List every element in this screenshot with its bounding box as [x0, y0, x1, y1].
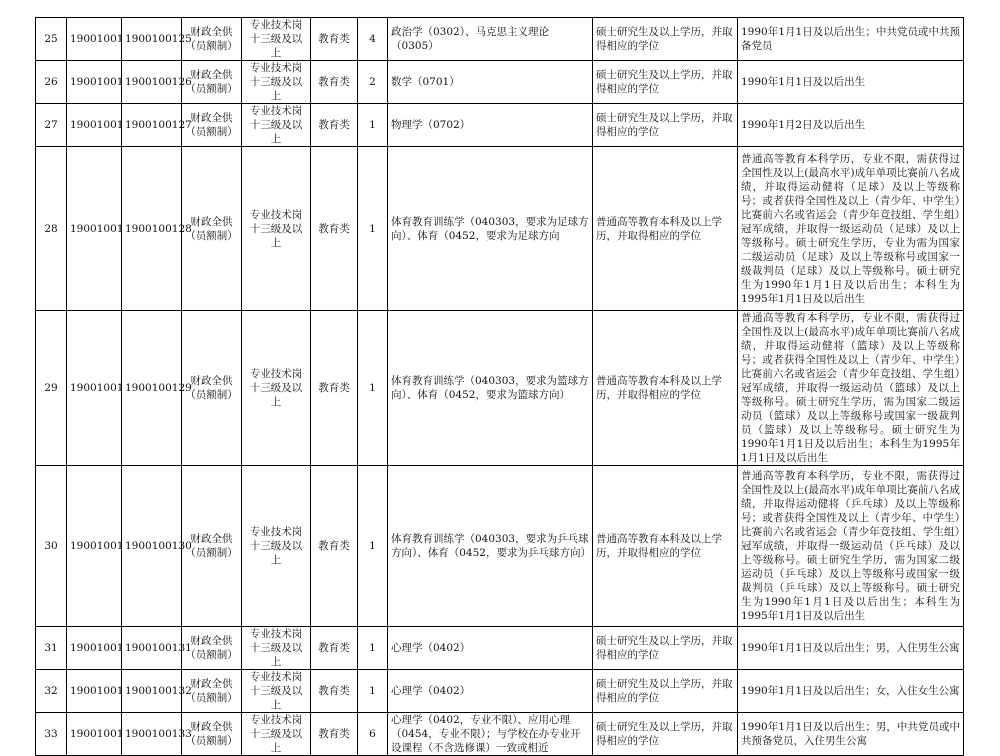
post-code-cell: 1900100126	[122, 61, 182, 104]
table-row	[36, 713, 964, 756]
post-level-cell: 专业技术岗十三级及以上	[242, 147, 311, 311]
funding-cell: 财政全供（员额制）	[182, 61, 242, 104]
funding-cell: 财政全供（员额制）	[182, 18, 242, 61]
table-row	[36, 147, 964, 311]
hire-count-cell: 6	[358, 713, 388, 756]
table-row	[36, 311, 964, 466]
post-category-cell: 教育类	[311, 61, 358, 104]
hire-count-cell: 1	[358, 466, 388, 627]
post-category-cell: 教育类	[311, 104, 358, 147]
major-cell: 体育教育训练学（040303，要求为篮球方向）、体育（0452，要求为篮球方向）	[388, 311, 593, 466]
post-code-cell: 1900100125	[122, 18, 182, 61]
funding-cell: 财政全供（员额制）	[182, 670, 242, 713]
post-category-cell: 教育类	[311, 670, 358, 713]
post-level-cell: 专业技术岗十三级及以上	[242, 670, 311, 713]
unit-code-cell: 19001001	[67, 104, 122, 147]
education-cell: 硕士研究生及以上学历，并取得相应的学位	[593, 104, 738, 147]
post-category-cell: 教育类	[311, 713, 358, 756]
post-category-cell: 教育类	[311, 466, 358, 627]
post-code-cell: 1900100132	[122, 670, 182, 713]
other-requirements-cell: 1990年1月1日及以后出生；中共党员或中共预备党员	[738, 18, 964, 61]
table-row	[36, 104, 964, 147]
post-level-cell: 专业技术岗十三级及以上	[242, 61, 311, 104]
funding-cell: 财政全供（员额制）	[182, 713, 242, 756]
unit-code-cell: 19001001	[67, 61, 122, 104]
education-cell: 普通高等教育本科及以上学历，并取得相应的学位	[593, 147, 738, 311]
post-code-cell: 1900100127	[122, 104, 182, 147]
major-cell: 心理学（0402，专业不限）、应用心理（0454，专业不限）；与学校在办专业开设课程（不含选修课）一致或相近	[388, 713, 593, 756]
post-level-cell: 专业技术岗十三级及以上	[242, 311, 311, 466]
unit-code-cell: 19001001	[67, 18, 122, 61]
major-cell: 体育教育训练学（040303，要求为足球方向）、体育（0452，要求为足球方向	[388, 147, 593, 311]
other-requirements-cell: 1990年1月2日及以后出生	[738, 104, 964, 147]
unit-code-cell: 19001001	[67, 147, 122, 311]
unit-code-cell: 19001001	[67, 466, 122, 627]
unit-code-cell: 19001001	[67, 311, 122, 466]
funding-cell: 财政全供（员额制）	[182, 627, 242, 670]
unit-code-cell: 19001001	[67, 627, 122, 670]
education-cell: 硕士研究生及以上学历，并取得相应的学位	[593, 670, 738, 713]
major-cell: 政治学（0302）、马克思主义理论（0305）	[388, 18, 593, 61]
post-category-cell: 教育类	[311, 311, 358, 466]
funding-cell: 财政全供（员额制）	[182, 466, 242, 627]
hire-count-cell: 1	[358, 104, 388, 147]
post-level-cell: 专业技术岗十三级及以上	[242, 18, 311, 61]
post-category-cell: 教育类	[311, 18, 358, 61]
other-requirements-cell: 1990年1月1日及以后出生；女，入住女生公寓	[738, 670, 964, 713]
hire-count-cell: 1	[358, 627, 388, 670]
post-code-cell: 1900100131	[122, 627, 182, 670]
hire-count-cell: 1	[358, 670, 388, 713]
major-cell: 心理学（0402）	[388, 627, 593, 670]
seq-cell: 26	[36, 61, 67, 104]
post-level-cell: 专业技术岗十三级及以上	[242, 627, 311, 670]
table-row	[36, 670, 964, 713]
other-requirements-cell: 普通高等教育本科学历，专业不限，需获得过全国性及以上(最高水平)成年单项比赛前八名成绩，并取得运动健将（足球）及以上等级称号；或者获得全国性及以上（青少年、中学生）比赛前六名或省运会（青少年竞技组、学生组）冠军成绩，并取得一级运动员（足球）及以上等级称号。硕士研究生学历，专业为需为国家二级运动员（足球）及以上等级称号或国家一级裁判员（足球）及以上等级称号。硕士研究生为1990年1月1日及以后出生；本科生为1995年1月1日及以后出生	[738, 147, 964, 311]
education-cell: 硕士研究生及以上学历，并取得相应的学位	[593, 627, 738, 670]
post-code-cell: 1900100133	[122, 713, 182, 756]
other-requirements-cell: 1990年1月1日及以后出生；男，入住男生公寓	[738, 627, 964, 670]
table-row	[36, 466, 964, 627]
post-code-cell: 1900100129	[122, 311, 182, 466]
table-row	[36, 627, 964, 670]
education-cell: 硕士研究生及以上学历，并取得相应的学位	[593, 18, 738, 61]
seq-cell: 33	[36, 713, 67, 756]
post-level-cell: 专业技术岗十三级及以上	[242, 104, 311, 147]
other-requirements-cell: 1990年1月1日及以后出生	[738, 61, 964, 104]
seq-cell: 31	[36, 627, 67, 670]
table-row	[36, 18, 964, 61]
seq-cell: 29	[36, 311, 67, 466]
unit-code-cell: 19001001	[67, 670, 122, 713]
major-cell: 物理学（0702）	[388, 104, 593, 147]
other-requirements-cell: 普通高等教育本科学历，专业不限，需获得过全国性及以上(最高水平)成年单项比赛前八名成绩，并取得运动健将（乒乓球）及以上等级称号；或者获得全国性及以上（青少年、中学生）比赛前六名或省运会（青少年竞技组、学生组）冠军成绩，并取得一级运动员（乒乓球）及以上等级称号。硕士研究生学历，需为国家二级运动员（乒乓球）及以上等级称号或国家一级裁判员（乒乓球）及以上等级称号。硕士研究生为1990年1月1日及以后出生；本科生为1995年1月1日及以后出生	[738, 466, 964, 627]
post-code-cell: 1900100128	[122, 147, 182, 311]
hire-count-cell: 4	[358, 18, 388, 61]
major-cell: 数学（0701）	[388, 61, 593, 104]
seq-cell: 25	[36, 18, 67, 61]
other-requirements-cell: 普通高等教育本科学历，专业不限，需获得过全国性及以上(最高水平)成年单项比赛前八名成绩，并取得运动健将（篮球）及以上等级称号；或者获得全国性及以上（青少年、中学生）比赛前六名或省运会（青少年竞技组、学生组）冠军成绩，并取得一级运动员（篮球）及以上等级称号。硕士研究生学历，需为国家二级运动员（篮球）及以上等级称号或国家一级裁判员（篮球）及以上等级称号。硕士研究生为1990年1月1日及以后出生；本科生为1995年1月1日及以后出生	[738, 311, 964, 466]
hire-count-cell: 1	[358, 147, 388, 311]
recruitment-table	[35, 17, 964, 756]
seq-cell: 28	[36, 147, 67, 311]
funding-cell: 财政全供（员额制）	[182, 104, 242, 147]
seq-cell: 27	[36, 104, 67, 147]
education-cell: 硕士研究生及以上学历，并取得相应的学位	[593, 713, 738, 756]
table-row	[36, 61, 964, 104]
post-category-cell: 教育类	[311, 147, 358, 311]
post-level-cell: 专业技术岗十三级及以上	[242, 713, 311, 756]
funding-cell: 财政全供（员额制）	[182, 147, 242, 311]
other-requirements-cell: 1990年1月1日及以后出生；男，中共党员或中共预备党员，入住男生公寓	[738, 713, 964, 756]
hire-count-cell: 1	[358, 311, 388, 466]
seq-cell: 32	[36, 670, 67, 713]
hire-count-cell: 2	[358, 61, 388, 104]
post-code-cell: 1900100130	[122, 466, 182, 627]
seq-cell: 30	[36, 466, 67, 627]
post-category-cell: 教育类	[311, 627, 358, 670]
unit-code-cell: 19001001	[67, 713, 122, 756]
education-cell: 普通高等教育本科及以上学历，并取得相应的学位	[593, 311, 738, 466]
education-cell: 硕士研究生及以上学历，并取得相应的学位	[593, 61, 738, 104]
education-cell: 普通高等教育本科及以上学历，并取得相应的学位	[593, 466, 738, 627]
post-level-cell: 专业技术岗十三级及以上	[242, 466, 311, 627]
major-cell: 心理学（0402）	[388, 670, 593, 713]
table-body	[36, 18, 964, 756]
funding-cell: 财政全供（员额制）	[182, 311, 242, 466]
major-cell: 体育教育训练学（040303，要求为乒乓球方向）、体育（0452，要求为乒乓球方向）	[388, 466, 593, 627]
